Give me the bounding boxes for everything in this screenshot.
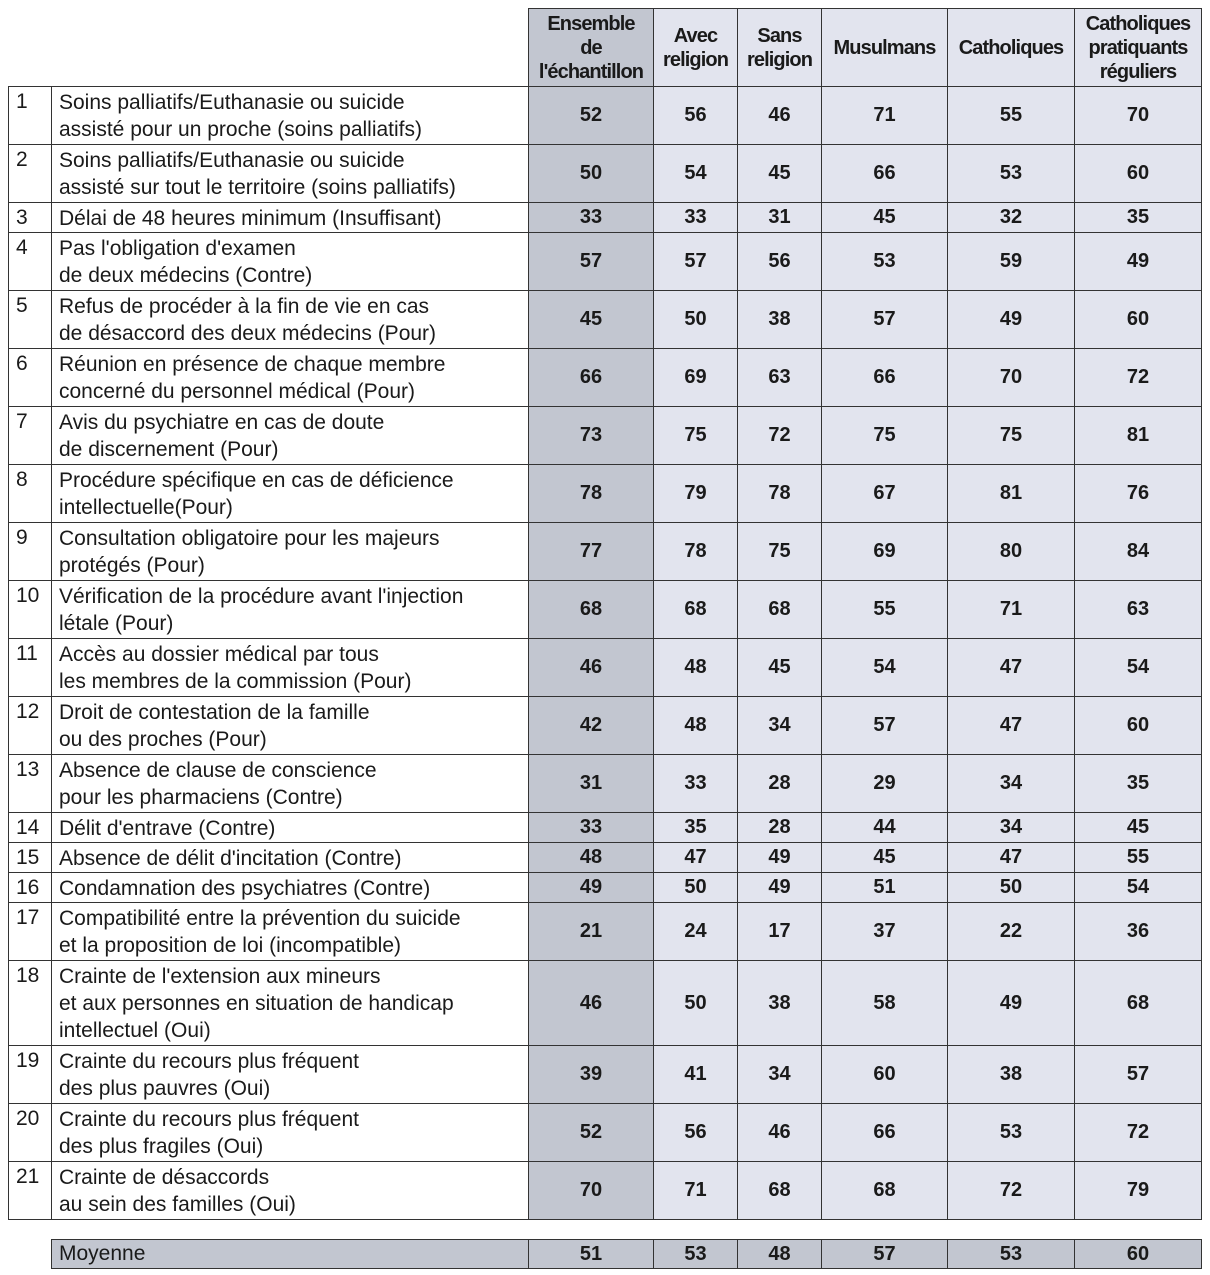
results-table	[8, 8, 1202, 1220]
table-row	[9, 961, 1202, 1046]
row-label: Absence de délit d'incitation (Contre)	[52, 843, 529, 873]
cell-value: 68	[738, 581, 822, 639]
cell-value: 47	[948, 639, 1075, 697]
cell-value: 75	[822, 407, 948, 465]
cell-value: 49	[738, 873, 822, 903]
cell-value: 46	[738, 87, 822, 145]
cell-value: 46	[529, 639, 654, 697]
header-blank	[9, 9, 529, 87]
cell-value: 68	[529, 581, 654, 639]
table-row	[9, 1104, 1202, 1162]
cell-value: 48	[529, 843, 654, 873]
cell-value: 75	[738, 523, 822, 581]
cell-value: 52	[529, 1104, 654, 1162]
cell-value: 63	[1075, 581, 1202, 639]
table-row	[9, 349, 1202, 407]
table-row	[9, 465, 1202, 523]
cell-value: 50	[948, 873, 1075, 903]
row-label: Crainte de désaccords au sein des familles (Oui)	[52, 1162, 529, 1220]
cell-value: 76	[1075, 465, 1202, 523]
column-header: Musulmans	[822, 9, 948, 87]
cell-value: 28	[738, 813, 822, 843]
average-value: 48	[738, 1240, 822, 1269]
table-row	[9, 407, 1202, 465]
table-row	[9, 291, 1202, 349]
average-row	[52, 1240, 1202, 1269]
row-label: Crainte du recours plus fréquent des plus pauvres (Oui)	[52, 1046, 529, 1104]
table-row	[9, 873, 1202, 903]
cell-value: 57	[654, 233, 738, 291]
cell-value: 57	[822, 291, 948, 349]
cell-value: 56	[738, 233, 822, 291]
cell-value: 53	[822, 233, 948, 291]
row-number: 20	[9, 1104, 52, 1162]
row-label: Réunion en présence de chaque membre concerné du personnel médical (Pour)	[52, 349, 529, 407]
cell-value: 50	[654, 291, 738, 349]
table-row	[9, 581, 1202, 639]
column-header: Ensemble de l'échantillon	[529, 9, 654, 87]
cell-value: 49	[948, 291, 1075, 349]
cell-value: 24	[654, 903, 738, 961]
row-label: Crainte du recours plus fréquent des plus fragiles (Oui)	[52, 1104, 529, 1162]
cell-value: 49	[1075, 233, 1202, 291]
row-label: Soins palliatifs/Euthanasie ou suicide assisté sur tout le territoire (soins palliatifs)	[52, 145, 529, 203]
cell-value: 34	[738, 697, 822, 755]
cell-value: 46	[529, 961, 654, 1046]
cell-value: 54	[654, 145, 738, 203]
cell-value: 81	[948, 465, 1075, 523]
cell-value: 55	[1075, 843, 1202, 873]
cell-value: 68	[822, 1162, 948, 1220]
cell-value: 21	[529, 903, 654, 961]
cell-value: 34	[948, 755, 1075, 813]
cell-value: 80	[948, 523, 1075, 581]
cell-value: 81	[1075, 407, 1202, 465]
column-header: Catholiques	[948, 9, 1075, 87]
cell-value: 45	[822, 203, 948, 233]
table-row	[9, 233, 1202, 291]
row-label: Consultation obligatoire pour les majeurs protégés (Pour)	[52, 523, 529, 581]
cell-value: 55	[948, 87, 1075, 145]
cell-value: 35	[1075, 755, 1202, 813]
cell-value: 72	[738, 407, 822, 465]
row-label: Compatibilité entre la prévention du suicide et la proposition de loi (incompatible)	[52, 903, 529, 961]
average-value: 51	[529, 1240, 654, 1269]
cell-value: 49	[948, 961, 1075, 1046]
cell-value: 35	[654, 813, 738, 843]
row-label: Droit de contestation de la famille ou des proches (Pour)	[52, 697, 529, 755]
cell-value: 69	[822, 523, 948, 581]
row-number: 1	[9, 87, 52, 145]
column-header: Avec religion	[654, 9, 738, 87]
row-number: 3	[9, 203, 52, 233]
cell-value: 49	[529, 873, 654, 903]
cell-value: 44	[822, 813, 948, 843]
cell-value: 54	[1075, 873, 1202, 903]
cell-value: 78	[738, 465, 822, 523]
cell-value: 33	[654, 755, 738, 813]
cell-value: 46	[738, 1104, 822, 1162]
cell-value: 56	[654, 87, 738, 145]
row-number: 12	[9, 697, 52, 755]
average-label: Moyenne	[52, 1240, 529, 1269]
cell-value: 38	[948, 1046, 1075, 1104]
row-label: Soins palliatifs/Euthanasie ou suicide assisté pour un proche (soins palliatifs)	[52, 87, 529, 145]
cell-value: 57	[1075, 1046, 1202, 1104]
row-number: 17	[9, 903, 52, 961]
table-row	[9, 1046, 1202, 1104]
cell-value: 79	[1075, 1162, 1202, 1220]
cell-value: 59	[948, 233, 1075, 291]
row-number: 19	[9, 1046, 52, 1104]
cell-value: 67	[822, 465, 948, 523]
row-number: 2	[9, 145, 52, 203]
row-number: 8	[9, 465, 52, 523]
cell-value: 71	[948, 581, 1075, 639]
cell-value: 60	[1075, 291, 1202, 349]
cell-value: 29	[822, 755, 948, 813]
row-number: 21	[9, 1162, 52, 1220]
row-label: Condamnation des psychiatres (Contre)	[52, 873, 529, 903]
cell-value: 60	[1075, 145, 1202, 203]
header-row	[9, 9, 1202, 87]
row-number: 18	[9, 961, 52, 1046]
cell-value: 68	[738, 1162, 822, 1220]
cell-value: 69	[654, 349, 738, 407]
cell-value: 57	[822, 697, 948, 755]
cell-value: 57	[529, 233, 654, 291]
average-value: 60	[1075, 1240, 1202, 1269]
cell-value: 33	[654, 203, 738, 233]
cell-value: 66	[529, 349, 654, 407]
cell-value: 32	[948, 203, 1075, 233]
cell-value: 36	[1075, 903, 1202, 961]
row-label: Absence de clause de conscience pour les pharmaciens (Contre)	[52, 755, 529, 813]
row-label: Vérification de la procédure avant l'injection létale (Pour)	[52, 581, 529, 639]
table-row	[9, 813, 1202, 843]
row-number: 10	[9, 581, 52, 639]
table-row	[9, 1162, 1202, 1220]
cell-value: 66	[822, 1104, 948, 1162]
table-row	[9, 843, 1202, 873]
table-row	[9, 903, 1202, 961]
cell-value: 45	[738, 145, 822, 203]
cell-value: 50	[654, 873, 738, 903]
cell-value: 51	[822, 873, 948, 903]
cell-value: 54	[1075, 639, 1202, 697]
row-number: 11	[9, 639, 52, 697]
cell-value: 78	[529, 465, 654, 523]
cell-value: 58	[822, 961, 948, 1046]
cell-value: 66	[822, 145, 948, 203]
table-row	[9, 87, 1202, 145]
cell-value: 70	[948, 349, 1075, 407]
cell-value: 45	[822, 843, 948, 873]
cell-value: 22	[948, 903, 1075, 961]
cell-value: 31	[738, 203, 822, 233]
cell-value: 53	[948, 145, 1075, 203]
cell-value: 47	[948, 697, 1075, 755]
cell-value: 42	[529, 697, 654, 755]
table-row	[9, 203, 1202, 233]
cell-value: 71	[654, 1162, 738, 1220]
cell-value: 47	[948, 843, 1075, 873]
cell-value: 79	[654, 465, 738, 523]
cell-value: 45	[738, 639, 822, 697]
cell-value: 31	[529, 755, 654, 813]
cell-value: 50	[529, 145, 654, 203]
cell-value: 41	[654, 1046, 738, 1104]
cell-value: 63	[738, 349, 822, 407]
column-header: Sans religion	[738, 9, 822, 87]
cell-value: 72	[1075, 349, 1202, 407]
row-number: 5	[9, 291, 52, 349]
cell-value: 72	[948, 1162, 1075, 1220]
cell-value: 34	[738, 1046, 822, 1104]
cell-value: 33	[529, 813, 654, 843]
cell-value: 34	[948, 813, 1075, 843]
cell-value: 71	[822, 87, 948, 145]
row-label: Crainte de l'extension aux mineurs et aux personnes en situation de handicap intellectuel (Oui)	[52, 961, 529, 1046]
row-number: 15	[9, 843, 52, 873]
cell-value: 68	[654, 581, 738, 639]
row-label: Avis du psychiatre en cas de doute de discernement (Pour)	[52, 407, 529, 465]
cell-value: 50	[654, 961, 738, 1046]
column-header: Catholiques pratiquants réguliers	[1075, 9, 1202, 87]
table-row	[9, 755, 1202, 813]
cell-value: 52	[529, 87, 654, 145]
cell-value: 33	[529, 203, 654, 233]
cell-value: 48	[654, 697, 738, 755]
cell-value: 37	[822, 903, 948, 961]
cell-value: 70	[1075, 87, 1202, 145]
table-row	[9, 639, 1202, 697]
cell-value: 55	[822, 581, 948, 639]
row-label: Refus de procéder à la fin de vie en cas de désaccord des deux médecins (Pour)	[52, 291, 529, 349]
row-label: Pas l'obligation d'examen de deux médecins (Contre)	[52, 233, 529, 291]
cell-value: 49	[738, 843, 822, 873]
cell-value: 75	[948, 407, 1075, 465]
cell-value: 39	[529, 1046, 654, 1104]
cell-value: 68	[1075, 961, 1202, 1046]
cell-value: 60	[1075, 697, 1202, 755]
table-row	[9, 697, 1202, 755]
cell-value: 28	[738, 755, 822, 813]
cell-value: 17	[738, 903, 822, 961]
cell-value: 38	[738, 291, 822, 349]
cell-value: 66	[822, 349, 948, 407]
cell-value: 45	[529, 291, 654, 349]
row-number: 7	[9, 407, 52, 465]
row-number: 9	[9, 523, 52, 581]
average-value: 53	[654, 1240, 738, 1269]
average-value: 57	[822, 1240, 948, 1269]
table-row	[9, 523, 1202, 581]
cell-value: 47	[654, 843, 738, 873]
row-label: Accès au dossier médical par tous les membres de la commission (Pour)	[52, 639, 529, 697]
row-label: Délai de 48 heures minimum (Insuffisant)	[52, 203, 529, 233]
cell-value: 45	[1075, 813, 1202, 843]
row-number: 16	[9, 873, 52, 903]
cell-value: 54	[822, 639, 948, 697]
cell-value: 84	[1075, 523, 1202, 581]
row-label: Délit d'entrave (Contre)	[52, 813, 529, 843]
row-number: 6	[9, 349, 52, 407]
cell-value: 35	[1075, 203, 1202, 233]
cell-value: 38	[738, 961, 822, 1046]
table-row	[9, 145, 1202, 203]
average-table	[51, 1239, 1202, 1269]
row-label: Procédure spécifique en cas de déficience intellectuelle(Pour)	[52, 465, 529, 523]
row-number: 14	[9, 813, 52, 843]
cell-value: 72	[1075, 1104, 1202, 1162]
cell-value: 53	[948, 1104, 1075, 1162]
cell-value: 73	[529, 407, 654, 465]
cell-value: 78	[654, 523, 738, 581]
average-value: 53	[948, 1240, 1075, 1269]
cell-value: 70	[529, 1162, 654, 1220]
cell-value: 77	[529, 523, 654, 581]
cell-value: 75	[654, 407, 738, 465]
cell-value: 56	[654, 1104, 738, 1162]
cell-value: 60	[822, 1046, 948, 1104]
row-number: 4	[9, 233, 52, 291]
row-number: 13	[9, 755, 52, 813]
cell-value: 48	[654, 639, 738, 697]
